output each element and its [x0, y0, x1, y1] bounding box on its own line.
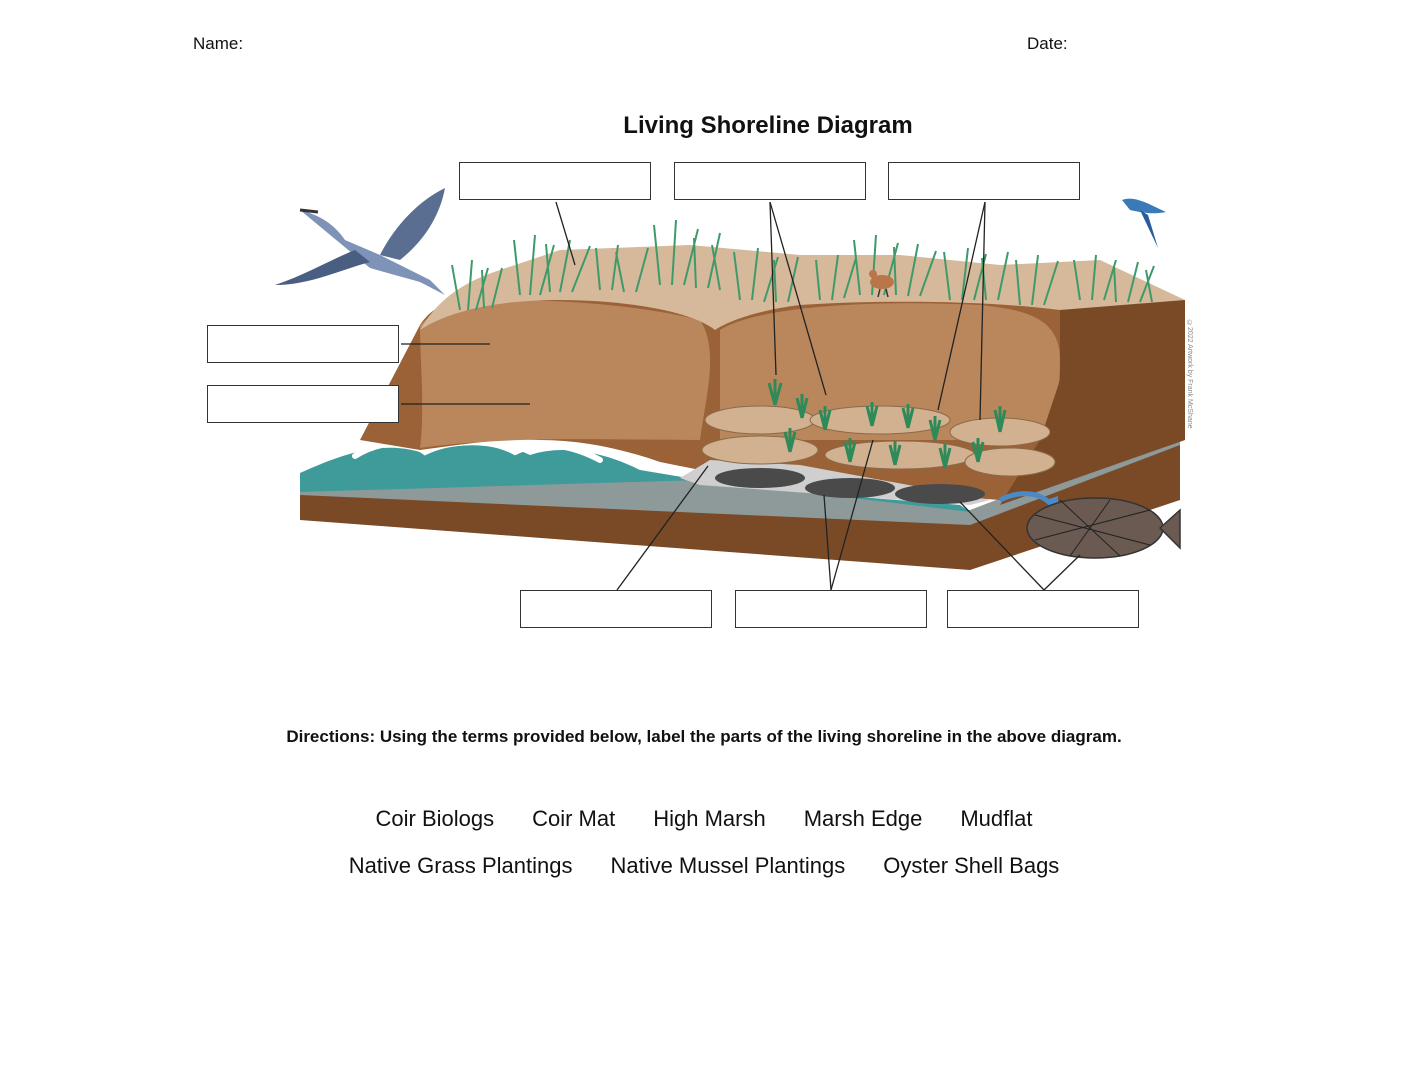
- label-box-left-upper[interactable]: [207, 325, 399, 363]
- term-mudflat: Mudflat: [960, 806, 1033, 831]
- label-box-bottom-right[interactable]: [947, 590, 1139, 628]
- label-box-left-lower[interactable]: [207, 385, 399, 423]
- term-high-marsh: High Marsh: [653, 806, 766, 831]
- word-bank-row-2: [0, 853, 1408, 879]
- term-marsh-edge: Marsh Edge: [803, 806, 923, 831]
- term-native-mussel-plantings: Native Mussel Plantings: [610, 853, 846, 878]
- artwork-credit: ©2022 Artwork by Frank McShane: [1186, 320, 1193, 429]
- label-box-top-right[interactable]: [888, 162, 1080, 200]
- small-bird-illustration: [1122, 199, 1166, 248]
- oyster-bag-tie: [1160, 510, 1180, 548]
- label-box-native-grass[interactable]: [459, 162, 651, 200]
- term-coir-mat: Coir Mat: [532, 806, 616, 831]
- label-box-top-center[interactable]: [674, 162, 866, 200]
- term-oyster-shell-bags: Oyster Shell Bags: [883, 853, 1060, 878]
- diagram-title: Living Shoreline Diagram: [623, 112, 913, 139]
- oyster-bag-detail: [1027, 498, 1163, 558]
- heron-illustration: [275, 188, 445, 295]
- name-label: Name:: [193, 34, 244, 53]
- bank-face: [420, 300, 710, 448]
- term-coir-biologs: Coir Biologs: [375, 806, 495, 831]
- word-bank-row-1: [0, 806, 1408, 832]
- label-box-bottom-left[interactable]: [520, 590, 712, 628]
- date-label: Date:: [1027, 34, 1068, 53]
- term-native-grass-plantings: Native Grass Plantings: [348, 853, 573, 878]
- directions-text: Directions: Using the terms provided below, label the parts of the living shoreline in the above diagram.: [286, 727, 1122, 746]
- label-box-bottom-center[interactable]: [735, 590, 927, 628]
